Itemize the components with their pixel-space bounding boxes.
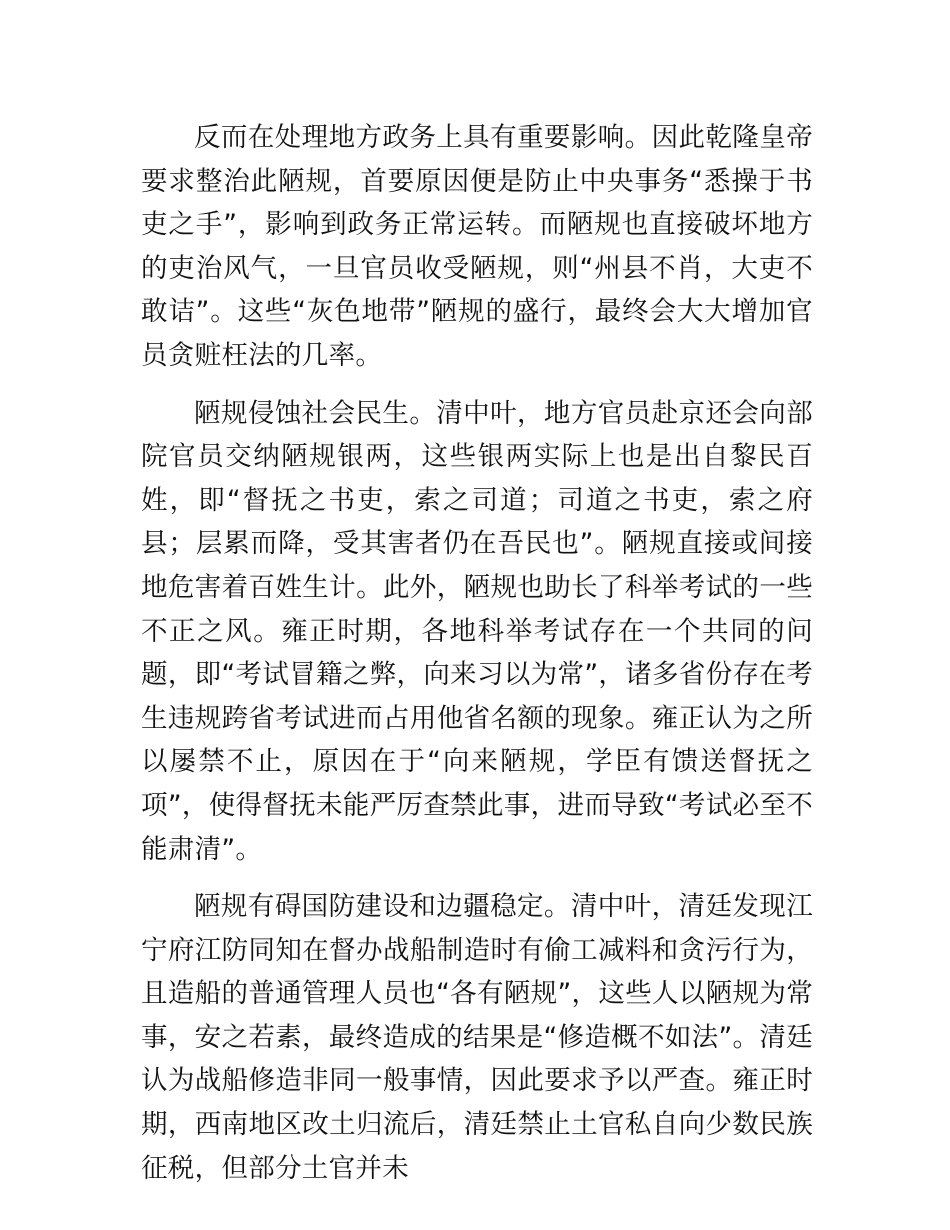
document-page <box>141 116 813 1204</box>
paragraph-3: 陋规有碍国防建设和边疆稳定。清中叶，清廷发现江宁府江防同知在督办战船制造时有偷工减料和贪污行为，且造船的普通管理人员也“各有陋规”，这些人以陋规为常事，安之若素，最终造成的结果是“修造概不如法”。清廷认为战船修造非同一般事情，因此要求予以严查。雍正时期，西南地区改土归流后，清廷禁止土官私自向少数民族征税，但部分土官并未 <box>141 891 813 1184</box>
paragraph-1: 反而在处理地方政务上具有重要影响。因此乾隆皇帝要求整治此陋规，首要原因便是防止中央事务“悉操于书吏之手”，影响到政务正常运转。而陋规也直接破坏地方的吏治风气，一旦官员收受陋规，则“州县不肖，大吏不敢诘”。这些“灰色地带”陋规的盛行，最终会大大增加官员贪赃枉法的几率。 <box>141 122 813 371</box>
paragraph-2: 陋规侵蚀社会民生。清中叶，地方官员赴京还会向部院官员交纳陋规银两，这些银两实际上也是出自黎民百姓，即“督抚之书吏，索之司道；司道之书吏，索之府县；层累而降，受其害者仍在吾民也”。陋规直接或间接地危害着百姓生计。此外，陋规也助长了科举考试的一些不正之风。雍正时期，各地科举考试存在一个共同的问题，即“考试冒籍之弊，向来习以为常”，诸多省份存在考生违规跨省考试进而占用他省名额的现象。雍正认为之所以屡禁不止，原因在于“向来陋规，学臣有馈送督抚之项”，使得督抚未能严厉查禁此事，进而导致“考试必至不能肃清”。 <box>141 397 813 865</box>
